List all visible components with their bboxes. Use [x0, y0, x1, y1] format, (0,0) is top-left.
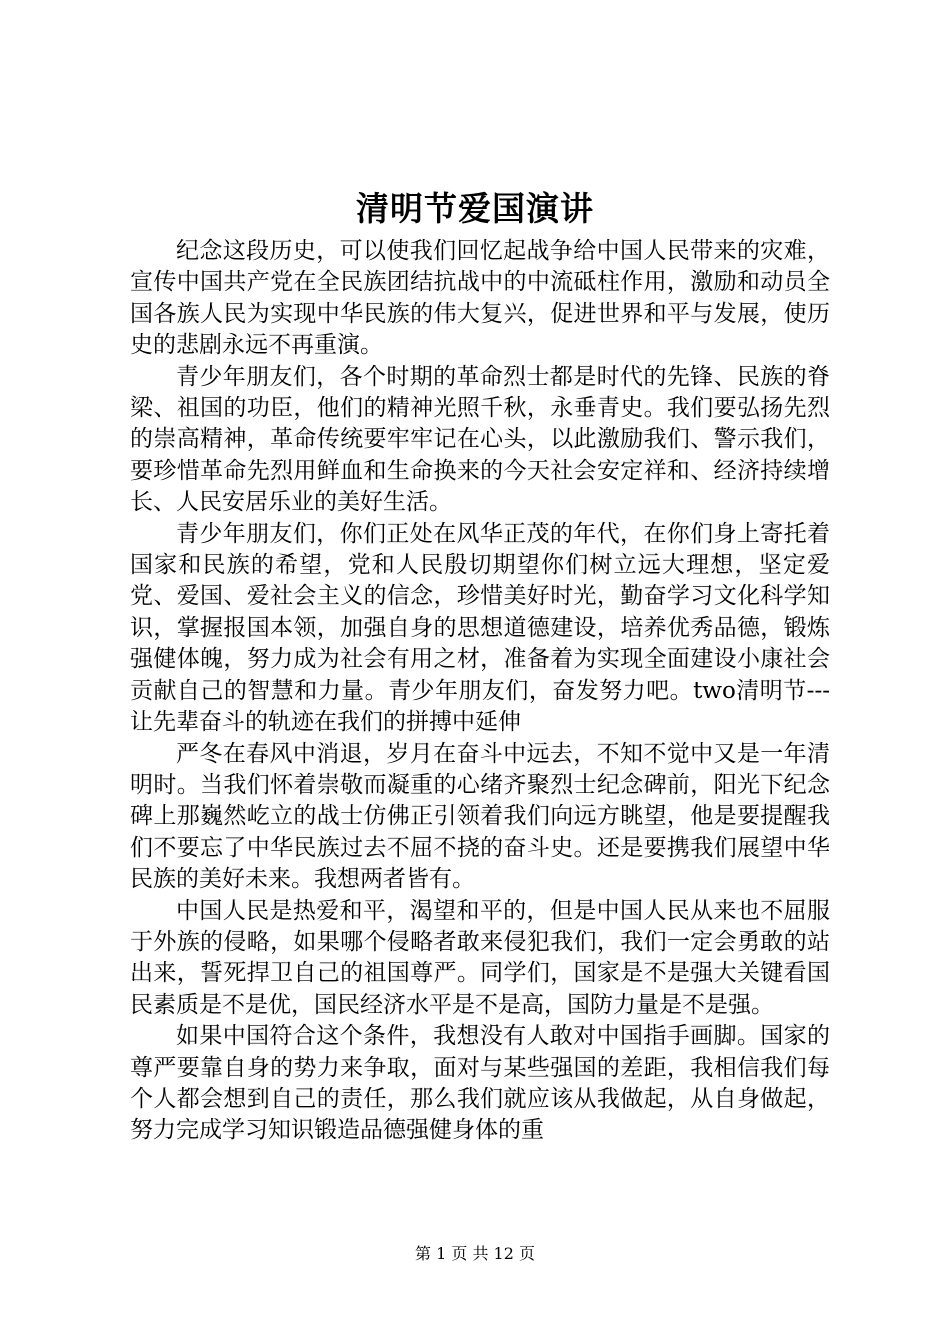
document-body [130, 236, 830, 1147]
paragraph: 中国人民是热爱和平，渴望和平的，但是中国人民从来也不屈服于外族的侵略，如果哪个侵略者敢来侵犯我们，我们一定会勇敢的站出来，誓死捍卫自己的祖国尊严。同学们，国家是不是强大关键看国民素质是不是优，国民经济水平是不是高，国防力量是不是强。 [130, 897, 830, 1018]
paragraph: 青少年朋友们，各个时期的革命烈士都是时代的先锋、民族的脊梁、祖国的功臣，他们的精神光照千秋，永垂青史。我们要弘扬先烈的崇高精神，革命传统要牢牢记在心头，以此激励我们、警示我们，要珍惜革命先烈用鲜血和生命换来的今天社会安定祥和、经济持续增长、人民安居乐业的美好生活。 [130, 363, 830, 516]
paragraph: 如果中国符合这个条件，我想没有人敢对中国指手画脚。国家的尊严要靠自身的势力来争取，面对与某些强国的差距，我相信我们每个人都会想到自己的责任，那么我们就应该从我做起，从自身做起，努力完成学习知识锻造品德强健身体的重 [130, 1023, 830, 1144]
paragraph: 青少年朋友们，你们正处在风华正茂的年代，在你们身上寄托着国家和民族的希望，党和人民殷切期望你们树立远大理想，坚定爱党、爱国、爱社会主义的信念，珍惜美好时光，勤奋学习文化科学知识，掌握报国本领，加强自身的思想道德建设，培养优秀品德，锻炼强健体魄，努力成为社会有用之材，准备着为实现全面建设小康社会贡献自己的智慧和力量。青少年朋友们，奋发努力吧。two清明节---让先辈奋斗的轨迹在我们的拼搏中延伸 [130, 520, 830, 736]
paragraph: 严冬在春风中消退，岁月在奋斗中远去，不知不觉中又是一年清明时。当我们怀着崇敬而凝重的心绪齐聚烈士纪念碑前，阳光下纪念碑上那巍然屹立的战士仿佛正引领着我们向远方眺望，他是要提醒我们不要忘了中华民族过去不屈不挠的奋斗史。还是要携我们展望中华民族的美好未来。我想两者皆有。 [130, 740, 830, 893]
document-title: 清明节爱国演讲 [356, 189, 594, 228]
page-number-footer: 第 1 页 共 12 页 [415, 1244, 535, 1263]
paragraph: 纪念这段历史，可以使我们回忆起战争给中国人民带来的灾难，宣传中国共产党在全民族团结抗战中的中流砥柱作用，激励和动员全国各族人民为实现中华民族的伟大复兴，促进世界和平与发展，使历史的悲剧永远不再重演。 [130, 238, 830, 359]
